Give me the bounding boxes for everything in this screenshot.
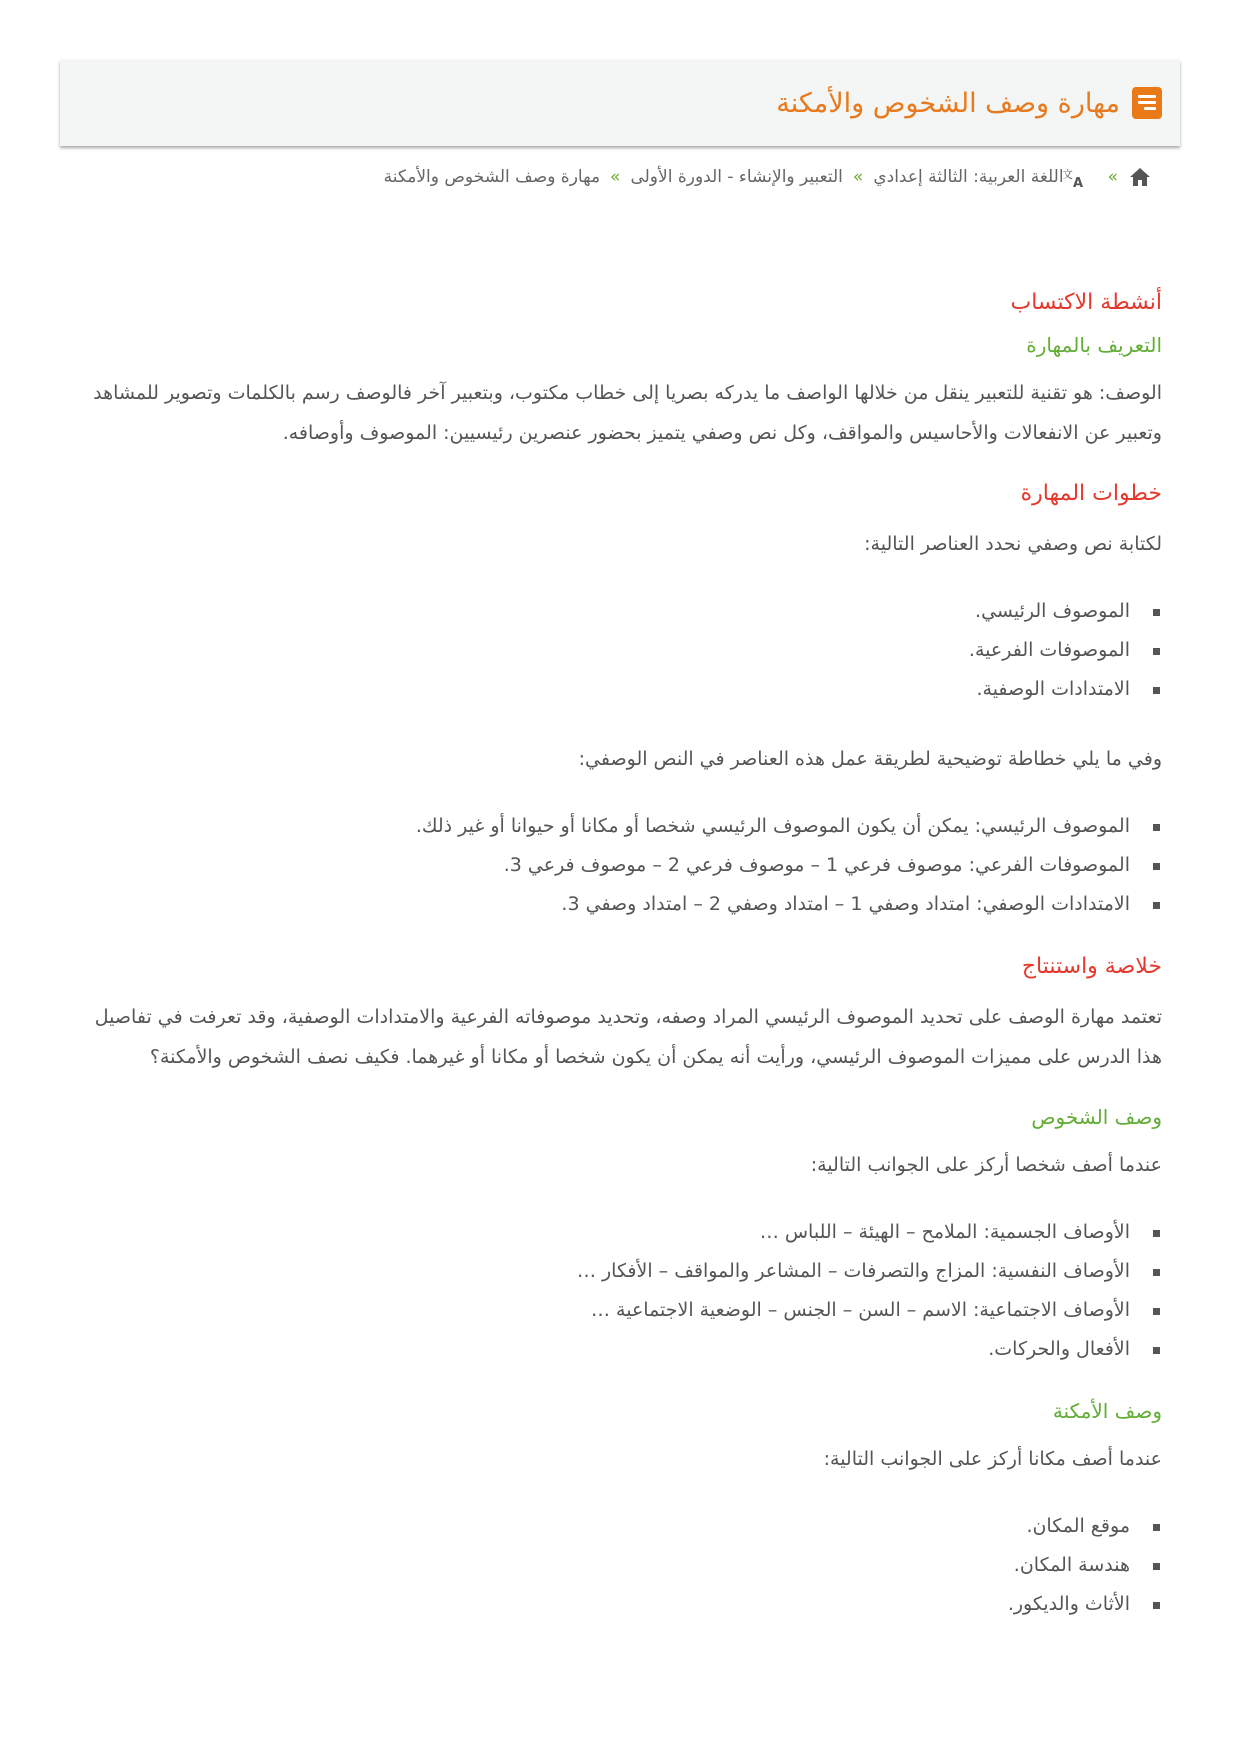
lesson-content bbox=[80, 290, 1162, 1654]
page-header bbox=[60, 60, 1180, 146]
definition-paragraph: الوصف: هو تقنية للتعبير ينقل من خلالها الواصف ما يدركه بصريا إلى خطاب مكتوب، وبتعبير آخر فالوصف رسم بالكلمات وتصوير للمشاهد وتعبير عن الانفعالات والأحاسيس والمواقف، وكل نص وصفي يتميز بحضور عنصرين رئيسيين: الموصوف وأوصافه. bbox=[93, 382, 1162, 444]
list-item: الموصوفات الفرعية. bbox=[80, 631, 1130, 670]
list-item: الامتدادات الوصفي: امتداد وصفي 1 – امتداد وصفي 2 – امتداد وصفي 3. bbox=[80, 885, 1130, 924]
list-item: الامتدادات الوصفية. bbox=[80, 670, 1130, 709]
elements-list bbox=[80, 592, 1162, 709]
subtitle-places: وصف الأمكنة bbox=[1052, 1399, 1162, 1423]
persons-intro: عندما أصف شخصا أركز على الجوانب التالية: bbox=[810, 1154, 1162, 1176]
svg-text:文: 文 bbox=[1061, 168, 1073, 181]
section-title-conclusion: خلاصة واستنتاج bbox=[1021, 954, 1162, 979]
list-item: موقع المكان. bbox=[80, 1507, 1130, 1546]
breadcrumb-item-current: مهارة وصف الشخوص والأمكنة bbox=[383, 167, 601, 187]
diagram-intro: وفي ما يلي خطاطة توضيحية لطريقة عمل هذه العناصر في النص الوصفي: bbox=[578, 748, 1162, 770]
breadcrumb-item-subject[interactable]: اللغة العربية: الثالثة إعدادي bbox=[873, 167, 1064, 187]
breadcrumb-separator: » bbox=[852, 167, 864, 187]
list-item: الأثاث والديكور. bbox=[80, 1585, 1130, 1624]
list-item: الموصوف الرئيسي: يمكن أن يكون الموصوف الرئيسي شخصا أو مكانا أو حيوانا أو غير ذلك. bbox=[80, 807, 1130, 846]
section-title-steps: خطوات المهارة bbox=[1020, 481, 1162, 506]
places-intro: عندما أصف مكانا أركز على الجوانب التالية: bbox=[823, 1448, 1162, 1470]
persons-list bbox=[80, 1213, 1162, 1369]
subtitle-definition: التعريف بالمهارة bbox=[1026, 333, 1162, 357]
translate-icon bbox=[1061, 166, 1098, 191]
breadcrumb bbox=[383, 166, 1152, 191]
list-item: الأوصاف الجسمية: الملامح – الهيئة – اللباس … bbox=[80, 1213, 1130, 1252]
places-list bbox=[80, 1507, 1162, 1624]
breadcrumb-item-unit[interactable]: التعبير والإنشاء - الدورة الأولى bbox=[630, 167, 843, 187]
list-item: الأوصاف الاجتماعية: الاسم – السن – الجنس – الوضعية الاجتماعية … bbox=[80, 1291, 1130, 1330]
page-title: مهارة وصف الشخوص والأمكنة bbox=[776, 87, 1120, 119]
steps-intro: لكتابة نص وصفي نحدد العناصر التالية: bbox=[864, 533, 1162, 555]
breadcrumb-separator: » bbox=[1107, 167, 1118, 187]
document-icon bbox=[1132, 87, 1162, 119]
conclusion-paragraph: تعتمد مهارة الوصف على تحديد الموصوف الرئيسي المراد وصفه، وتحديد موصوفاته الفرعية والامتدادات الوصفية، وقد تعرفت في تفاصيل هذا الدرس على مميزات الموصوف الرئيسي، ورأيت أنه يمكن أن يكون شخصا أو مكانا أو غيرهما. فكيف نصف الشخوص والأمكنة؟ bbox=[94, 1006, 1162, 1068]
section-title-acquisition: أنشطة الاكتساب bbox=[1010, 290, 1162, 315]
list-item: الأفعال والحركات. bbox=[80, 1330, 1130, 1369]
list-item: الأوصاف النفسية: المزاج والتصرفات – المشاعر والمواقف – الأفكار … bbox=[80, 1252, 1130, 1291]
list-item: هندسة المكان. bbox=[80, 1546, 1130, 1585]
list-item: الموصوفات الفرعي: موصوف فرعي 1 – موصوف فرعي 2 – موصوف فرعي 3. bbox=[80, 846, 1130, 885]
subtitle-persons: وصف الشخوص bbox=[1031, 1105, 1162, 1129]
home-icon[interactable] bbox=[1128, 166, 1152, 188]
list-item: الموصوف الرئيسي. bbox=[80, 592, 1130, 631]
diagram-list bbox=[80, 807, 1162, 924]
svg-text:A: A bbox=[1072, 176, 1083, 191]
breadcrumb-separator: » bbox=[610, 167, 621, 187]
